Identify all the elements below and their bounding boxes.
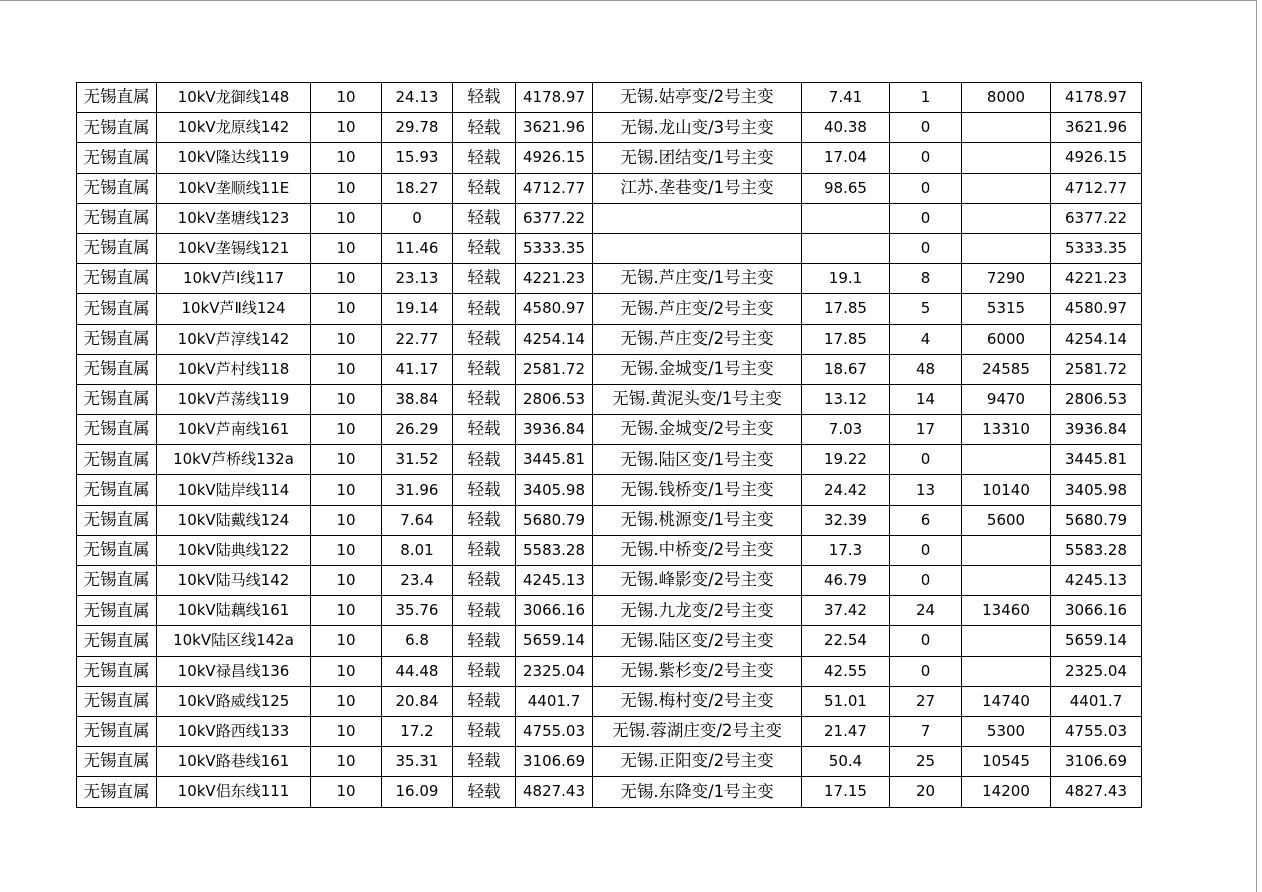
unit-cell[interactable]: 无锡直属 [77, 173, 157, 203]
unit-cell[interactable]: 无锡直属 [77, 475, 157, 505]
substation-cell[interactable]: 无锡.姑亭变/2号主变 [593, 83, 802, 113]
substation-cell[interactable]: 无锡.芦庄变/1号主变 [593, 264, 802, 294]
table-row [77, 203, 1142, 233]
voltage-cell[interactable]: 10 [311, 415, 382, 445]
status-cell[interactable]: 轻载 [453, 113, 516, 143]
capacity-cell[interactable]: 3066.16 [516, 596, 593, 626]
line-name-cell[interactable]: 10kV芦荡线119 [157, 384, 311, 414]
table-row [77, 354, 1142, 384]
transformer-load-cell[interactable]: 46.79 [802, 566, 890, 596]
substation-cell[interactable]: 无锡.桃源变/1号主变 [593, 505, 802, 535]
transformer-load-cell[interactable]: 18.67 [802, 354, 890, 384]
status-cell[interactable]: 轻载 [453, 415, 516, 445]
capacity-cell[interactable]: 4221.23 [516, 264, 593, 294]
available-cell[interactable]: 6377.22 [1051, 203, 1142, 233]
unit-cell[interactable]: 无锡直属 [77, 596, 157, 626]
substation-cell[interactable]: 无锡.黄泥头变/1号主变 [593, 384, 802, 414]
capacity-total-cell[interactable]: 10140 [962, 475, 1051, 505]
unit-cell[interactable]: 无锡直属 [77, 686, 157, 716]
count-cell[interactable]: 0 [890, 656, 962, 686]
capacity-cell[interactable]: 3621.96 [516, 113, 593, 143]
line-name-cell[interactable]: 10kV芦Ⅰ线117 [157, 264, 311, 294]
available-cell[interactable]: 5333.35 [1051, 233, 1142, 263]
voltage-cell[interactable]: 10 [311, 324, 382, 354]
transformer-load-cell[interactable]: 50.4 [802, 747, 890, 777]
count-cell[interactable]: 0 [890, 113, 962, 143]
transformer-load-cell[interactable]: 17.15 [802, 777, 890, 807]
load-rate-cell[interactable]: 23.13 [382, 264, 453, 294]
substation-cell[interactable]: 无锡.陆区变/1号主变 [593, 445, 802, 475]
transformer-load-cell[interactable]: 7.03 [802, 415, 890, 445]
substation-cell[interactable]: 无锡.金城变/1号主变 [593, 354, 802, 384]
voltage-cell[interactable]: 10 [311, 294, 382, 324]
capacity-total-cell[interactable]: 13460 [962, 596, 1051, 626]
capacity-cell[interactable]: 2806.53 [516, 384, 593, 414]
available-cell[interactable]: 3405.98 [1051, 475, 1142, 505]
status-cell[interactable]: 轻载 [453, 354, 516, 384]
status-cell[interactable]: 轻载 [453, 264, 516, 294]
available-cell[interactable]: 3445.81 [1051, 445, 1142, 475]
table-row [77, 505, 1142, 535]
capacity-total-cell[interactable] [962, 143, 1051, 173]
capacity-cell[interactable]: 4245.13 [516, 566, 593, 596]
load-rate-cell[interactable]: 29.78 [382, 113, 453, 143]
status-cell[interactable]: 轻载 [453, 83, 516, 113]
load-rate-cell[interactable]: 6.8 [382, 626, 453, 656]
status-cell[interactable]: 轻载 [453, 324, 516, 354]
substation-cell[interactable]: 无锡.团结变/1号主变 [593, 143, 802, 173]
available-cell[interactable]: 2806.53 [1051, 384, 1142, 414]
line-name-cell[interactable]: 10kV陆藕线161 [157, 596, 311, 626]
capacity-cell[interactable]: 4755.03 [516, 716, 593, 746]
transformer-load-cell[interactable]: 17.3 [802, 535, 890, 565]
transformer-load-cell[interactable]: 42.55 [802, 656, 890, 686]
load-rate-cell[interactable]: 18.27 [382, 173, 453, 203]
voltage-cell[interactable]: 10 [311, 143, 382, 173]
transformer-load-cell[interactable]: 98.65 [802, 173, 890, 203]
line-name-cell[interactable]: 10kV陆区线142a [157, 626, 311, 656]
count-cell[interactable]: 48 [890, 354, 962, 384]
load-rate-cell[interactable]: 23.4 [382, 566, 453, 596]
load-rate-cell[interactable]: 16.09 [382, 777, 453, 807]
table-row [77, 596, 1142, 626]
transformer-load-cell[interactable]: 37.42 [802, 596, 890, 626]
substation-cell[interactable]: 无锡.中桥变/2号主变 [593, 535, 802, 565]
table-row [77, 686, 1142, 716]
unit-cell[interactable]: 无锡直属 [77, 354, 157, 384]
line-name-cell[interactable]: 10kV陆马线142 [157, 566, 311, 596]
capacity-total-cell[interactable]: 13310 [962, 415, 1051, 445]
capacity-cell[interactable]: 3936.84 [516, 415, 593, 445]
capacity-total-cell[interactable] [962, 233, 1051, 263]
available-cell[interactable]: 4580.97 [1051, 294, 1142, 324]
substation-cell[interactable]: 无锡.龙山变/3号主变 [593, 113, 802, 143]
load-rate-cell[interactable]: 31.96 [382, 475, 453, 505]
line-name-cell[interactable]: 10kV垄锡线121 [157, 233, 311, 263]
line-name-cell[interactable]: 10kV隆达线119 [157, 143, 311, 173]
capacity-total-cell[interactable]: 8000 [962, 83, 1051, 113]
unit-cell[interactable]: 无锡直属 [77, 294, 157, 324]
table-body [77, 83, 1142, 808]
load-rate-cell[interactable]: 20.84 [382, 686, 453, 716]
line-name-cell[interactable]: 10kV垄顺线11E [157, 173, 311, 203]
line-name-cell[interactable]: 10kV陆典线122 [157, 535, 311, 565]
substation-cell[interactable]: 无锡.金城变/2号主变 [593, 415, 802, 445]
capacity-total-cell[interactable]: 6000 [962, 324, 1051, 354]
transformer-load-cell[interactable]: 24.42 [802, 475, 890, 505]
count-cell[interactable]: 5 [890, 294, 962, 324]
capacity-total-cell[interactable]: 5600 [962, 505, 1051, 535]
status-cell[interactable]: 轻载 [453, 747, 516, 777]
capacity-cell[interactable]: 5333.35 [516, 233, 593, 263]
status-cell[interactable]: 轻载 [453, 626, 516, 656]
line-name-cell[interactable]: 10kV芦村线118 [157, 354, 311, 384]
capacity-cell[interactable]: 3405.98 [516, 475, 593, 505]
count-cell[interactable]: 0 [890, 143, 962, 173]
capacity-cell[interactable]: 4580.97 [516, 294, 593, 324]
table-row [77, 233, 1142, 263]
capacity-total-cell[interactable] [962, 535, 1051, 565]
substation-cell[interactable]: 无锡.钱桥变/1号主变 [593, 475, 802, 505]
transformer-load-cell[interactable]: 17.85 [802, 324, 890, 354]
capacity-total-cell[interactable] [962, 445, 1051, 475]
unit-cell[interactable]: 无锡直属 [77, 535, 157, 565]
available-cell[interactable]: 4254.14 [1051, 324, 1142, 354]
status-cell[interactable]: 轻载 [453, 716, 516, 746]
table-row [77, 143, 1142, 173]
capacity-cell[interactable]: 4401.7 [516, 686, 593, 716]
line-name-cell[interactable]: 10kV龙原线142 [157, 113, 311, 143]
available-cell[interactable]: 5680.79 [1051, 505, 1142, 535]
voltage-cell[interactable]: 10 [311, 203, 382, 233]
count-cell[interactable]: 0 [890, 566, 962, 596]
voltage-cell[interactable]: 10 [311, 113, 382, 143]
load-rate-cell[interactable]: 11.46 [382, 233, 453, 263]
voltage-cell[interactable]: 10 [311, 716, 382, 746]
status-cell[interactable]: 轻载 [453, 475, 516, 505]
transformer-load-cell[interactable] [802, 203, 890, 233]
capacity-total-cell[interactable] [962, 173, 1051, 203]
count-cell[interactable]: 8 [890, 264, 962, 294]
status-cell[interactable]: 轻载 [453, 566, 516, 596]
transformer-load-cell[interactable]: 19.22 [802, 445, 890, 475]
voltage-cell[interactable]: 10 [311, 475, 382, 505]
table-row [77, 113, 1142, 143]
available-cell[interactable]: 4178.97 [1051, 83, 1142, 113]
load-rate-cell[interactable]: 38.84 [382, 384, 453, 414]
status-cell[interactable]: 轻载 [453, 143, 516, 173]
capacity-total-cell[interactable]: 5315 [962, 294, 1051, 324]
unit-cell[interactable]: 无锡直属 [77, 113, 157, 143]
status-cell[interactable]: 轻载 [453, 233, 516, 263]
count-cell[interactable]: 0 [890, 203, 962, 233]
transformer-load-cell[interactable]: 13.12 [802, 384, 890, 414]
status-cell[interactable]: 轻载 [453, 384, 516, 414]
load-rate-cell[interactable]: 17.2 [382, 716, 453, 746]
table-row [77, 475, 1142, 505]
voltage-cell[interactable]: 10 [311, 596, 382, 626]
available-cell[interactable]: 4401.7 [1051, 686, 1142, 716]
capacity-cell[interactable]: 2581.72 [516, 354, 593, 384]
load-rate-cell[interactable]: 19.14 [382, 294, 453, 324]
count-cell[interactable]: 0 [890, 445, 962, 475]
count-cell[interactable]: 1 [890, 83, 962, 113]
transformer-load-cell[interactable] [802, 233, 890, 263]
unit-cell[interactable]: 无锡直属 [77, 747, 157, 777]
table-row [77, 535, 1142, 565]
count-cell[interactable]: 17 [890, 415, 962, 445]
capacity-total-cell[interactable]: 24585 [962, 354, 1051, 384]
substation-cell[interactable]: 无锡.峰影变/2号主变 [593, 566, 802, 596]
unit-cell[interactable]: 无锡直属 [77, 233, 157, 263]
capacity-cell[interactable]: 3445.81 [516, 445, 593, 475]
count-cell[interactable]: 4 [890, 324, 962, 354]
unit-cell[interactable]: 无锡直属 [77, 143, 157, 173]
line-name-cell[interactable]: 10kV垄塘线123 [157, 203, 311, 233]
transformer-load-cell[interactable]: 22.54 [802, 626, 890, 656]
substation-cell[interactable]: 无锡.正阳变/2号主变 [593, 747, 802, 777]
count-cell[interactable]: 24 [890, 596, 962, 626]
status-cell[interactable]: 轻载 [453, 294, 516, 324]
transformer-load-cell[interactable]: 7.41 [802, 83, 890, 113]
available-cell[interactable]: 5659.14 [1051, 626, 1142, 656]
unit-cell[interactable]: 无锡直属 [77, 716, 157, 746]
count-cell[interactable]: 6 [890, 505, 962, 535]
line-name-cell[interactable]: 10kV芦桥线132a [157, 445, 311, 475]
voltage-cell[interactable]: 10 [311, 535, 382, 565]
transformer-load-cell[interactable]: 40.38 [802, 113, 890, 143]
line-name-cell[interactable]: 10kV陆戴线124 [157, 505, 311, 535]
substation-cell[interactable]: 无锡.东降变/1号主变 [593, 777, 802, 807]
table-row [77, 173, 1142, 203]
capacity-total-cell[interactable]: 9470 [962, 384, 1051, 414]
voltage-cell[interactable]: 10 [311, 384, 382, 414]
load-rate-cell[interactable]: 41.17 [382, 354, 453, 384]
status-cell[interactable]: 轻载 [453, 445, 516, 475]
voltage-cell[interactable]: 10 [311, 566, 382, 596]
table-row [77, 626, 1142, 656]
capacity-cell[interactable]: 5659.14 [516, 626, 593, 656]
unit-cell[interactable]: 无锡直属 [77, 264, 157, 294]
capacity-total-cell[interactable] [962, 626, 1051, 656]
status-cell[interactable]: 轻载 [453, 596, 516, 626]
substation-cell[interactable]: 无锡.蓉湖庄变/2号主变 [593, 716, 802, 746]
load-rate-cell[interactable]: 31.52 [382, 445, 453, 475]
capacity-total-cell[interactable]: 10545 [962, 747, 1051, 777]
unit-cell[interactable]: 无锡直属 [77, 505, 157, 535]
available-cell[interactable]: 4712.77 [1051, 173, 1142, 203]
unit-cell[interactable]: 无锡直属 [77, 384, 157, 414]
unit-cell[interactable]: 无锡直属 [77, 445, 157, 475]
line-name-cell[interactable]: 10kV芦Ⅱ线124 [157, 294, 311, 324]
capacity-total-cell[interactable]: 5300 [962, 716, 1051, 746]
substation-cell[interactable]: 无锡.紫杉变/2号主变 [593, 656, 802, 686]
voltage-cell[interactable]: 10 [311, 173, 382, 203]
line-name-cell[interactable]: 10kV禄昌线136 [157, 656, 311, 686]
table-row [77, 747, 1142, 777]
table-row [77, 384, 1142, 414]
load-rate-cell[interactable]: 26.29 [382, 415, 453, 445]
capacity-cell[interactable]: 4712.77 [516, 173, 593, 203]
count-cell[interactable]: 27 [890, 686, 962, 716]
table-row [77, 445, 1142, 475]
available-cell[interactable]: 2581.72 [1051, 354, 1142, 384]
unit-cell[interactable]: 无锡直属 [77, 566, 157, 596]
line-name-cell[interactable]: 10kV路巷线161 [157, 747, 311, 777]
available-cell[interactable]: 4827.43 [1051, 777, 1142, 807]
unit-cell[interactable]: 无锡直属 [77, 656, 157, 686]
capacity-total-cell[interactable] [962, 203, 1051, 233]
substation-cell[interactable]: 无锡.芦庄变/2号主变 [593, 324, 802, 354]
count-cell[interactable]: 0 [890, 535, 962, 565]
line-name-cell[interactable]: 10kV龙御线148 [157, 83, 311, 113]
status-cell[interactable]: 轻载 [453, 777, 516, 807]
available-cell[interactable]: 2325.04 [1051, 656, 1142, 686]
voltage-cell[interactable]: 10 [311, 83, 382, 113]
unit-cell[interactable]: 无锡直属 [77, 777, 157, 807]
capacity-cell[interactable]: 6377.22 [516, 203, 593, 233]
count-cell[interactable]: 0 [890, 233, 962, 263]
table-row [77, 264, 1142, 294]
load-rate-cell[interactable]: 22.77 [382, 324, 453, 354]
load-rate-cell[interactable]: 44.48 [382, 656, 453, 686]
line-name-cell[interactable]: 10kV路威线125 [157, 686, 311, 716]
available-cell[interactable]: 4926.15 [1051, 143, 1142, 173]
capacity-total-cell[interactable] [962, 656, 1051, 686]
capacity-cell[interactable]: 4254.14 [516, 324, 593, 354]
count-cell[interactable]: 20 [890, 777, 962, 807]
substation-cell[interactable]: 无锡.芦庄变/2号主变 [593, 294, 802, 324]
voltage-cell[interactable]: 10 [311, 505, 382, 535]
line-name-cell[interactable]: 10kV陆岸线114 [157, 475, 311, 505]
unit-cell[interactable]: 无锡直属 [77, 83, 157, 113]
available-cell[interactable]: 4755.03 [1051, 716, 1142, 746]
capacity-cell[interactable]: 5680.79 [516, 505, 593, 535]
load-rate-cell[interactable]: 8.01 [382, 535, 453, 565]
substation-cell[interactable] [593, 233, 802, 263]
voltage-cell[interactable]: 10 [311, 354, 382, 384]
line-name-cell[interactable]: 10kV芦淳线142 [157, 324, 311, 354]
capacity-cell[interactable]: 5583.28 [516, 535, 593, 565]
status-cell[interactable]: 轻载 [453, 203, 516, 233]
count-cell[interactable]: 7 [890, 716, 962, 746]
count-cell[interactable]: 0 [890, 173, 962, 203]
voltage-cell[interactable]: 10 [311, 656, 382, 686]
count-cell[interactable]: 13 [890, 475, 962, 505]
line-name-cell[interactable]: 10kV路西线133 [157, 716, 311, 746]
load-rate-cell[interactable]: 0 [382, 203, 453, 233]
substation-cell[interactable]: 无锡.九龙变/2号主变 [593, 596, 802, 626]
load-rate-cell[interactable]: 35.31 [382, 747, 453, 777]
available-cell[interactable]: 3106.69 [1051, 747, 1142, 777]
available-cell[interactable]: 4245.13 [1051, 566, 1142, 596]
transformer-load-cell[interactable]: 17.85 [802, 294, 890, 324]
table-row [77, 83, 1142, 113]
capacity-cell[interactable]: 4178.97 [516, 83, 593, 113]
table-row [77, 716, 1142, 746]
voltage-cell[interactable]: 10 [311, 626, 382, 656]
unit-cell[interactable]: 无锡直属 [77, 415, 157, 445]
substation-cell[interactable] [593, 203, 802, 233]
transformer-load-cell[interactable]: 32.39 [802, 505, 890, 535]
status-cell[interactable]: 轻载 [453, 173, 516, 203]
table-row [77, 777, 1142, 807]
table-row [77, 324, 1142, 354]
line-name-cell[interactable]: 10kV芦南线161 [157, 415, 311, 445]
capacity-cell[interactable]: 3106.69 [516, 747, 593, 777]
available-cell[interactable]: 4221.23 [1051, 264, 1142, 294]
substation-cell[interactable]: 无锡.陆区变/2号主变 [593, 626, 802, 656]
count-cell[interactable]: 25 [890, 747, 962, 777]
capacity-total-cell[interactable]: 7290 [962, 264, 1051, 294]
capacity-cell[interactable]: 4827.43 [516, 777, 593, 807]
line-name-cell[interactable]: 10kV侣东线111 [157, 777, 311, 807]
substation-cell[interactable]: 无锡.梅村变/2号主变 [593, 686, 802, 716]
load-rate-cell[interactable]: 7.64 [382, 505, 453, 535]
load-rate-cell[interactable]: 15.93 [382, 143, 453, 173]
status-cell[interactable]: 轻载 [453, 535, 516, 565]
capacity-cell[interactable]: 4926.15 [516, 143, 593, 173]
transformer-load-cell[interactable]: 21.47 [802, 716, 890, 746]
transformer-load-cell[interactable]: 17.04 [802, 143, 890, 173]
table-row [77, 566, 1142, 596]
feeder-load-table [76, 82, 1142, 808]
available-cell[interactable]: 3066.16 [1051, 596, 1142, 626]
transformer-load-cell[interactable]: 19.1 [802, 264, 890, 294]
status-cell[interactable]: 轻载 [453, 656, 516, 686]
table-row [77, 294, 1142, 324]
substation-cell[interactable]: 江苏.垄巷变/1号主变 [593, 173, 802, 203]
load-rate-cell[interactable]: 35.76 [382, 596, 453, 626]
voltage-cell[interactable]: 10 [311, 445, 382, 475]
unit-cell[interactable]: 无锡直属 [77, 203, 157, 233]
voltage-cell[interactable]: 10 [311, 264, 382, 294]
voltage-cell[interactable]: 10 [311, 777, 382, 807]
voltage-cell[interactable]: 10 [311, 686, 382, 716]
available-cell[interactable]: 3621.96 [1051, 113, 1142, 143]
table-row [77, 415, 1142, 445]
count-cell[interactable]: 0 [890, 626, 962, 656]
capacity-total-cell[interactable]: 14740 [962, 686, 1051, 716]
unit-cell[interactable]: 无锡直属 [77, 324, 157, 354]
available-cell[interactable]: 3936.84 [1051, 415, 1142, 445]
voltage-cell[interactable]: 10 [311, 747, 382, 777]
available-cell[interactable]: 5583.28 [1051, 535, 1142, 565]
transformer-load-cell[interactable]: 51.01 [802, 686, 890, 716]
voltage-cell[interactable]: 10 [311, 233, 382, 263]
capacity-cell[interactable]: 2325.04 [516, 656, 593, 686]
status-cell[interactable]: 轻载 [453, 505, 516, 535]
status-cell[interactable]: 轻载 [453, 686, 516, 716]
unit-cell[interactable]: 无锡直属 [77, 626, 157, 656]
table-row [77, 656, 1142, 686]
capacity-total-cell[interactable] [962, 113, 1051, 143]
load-rate-cell[interactable]: 24.13 [382, 83, 453, 113]
count-cell[interactable]: 14 [890, 384, 962, 414]
capacity-total-cell[interactable]: 14200 [962, 777, 1051, 807]
capacity-total-cell[interactable] [962, 566, 1051, 596]
